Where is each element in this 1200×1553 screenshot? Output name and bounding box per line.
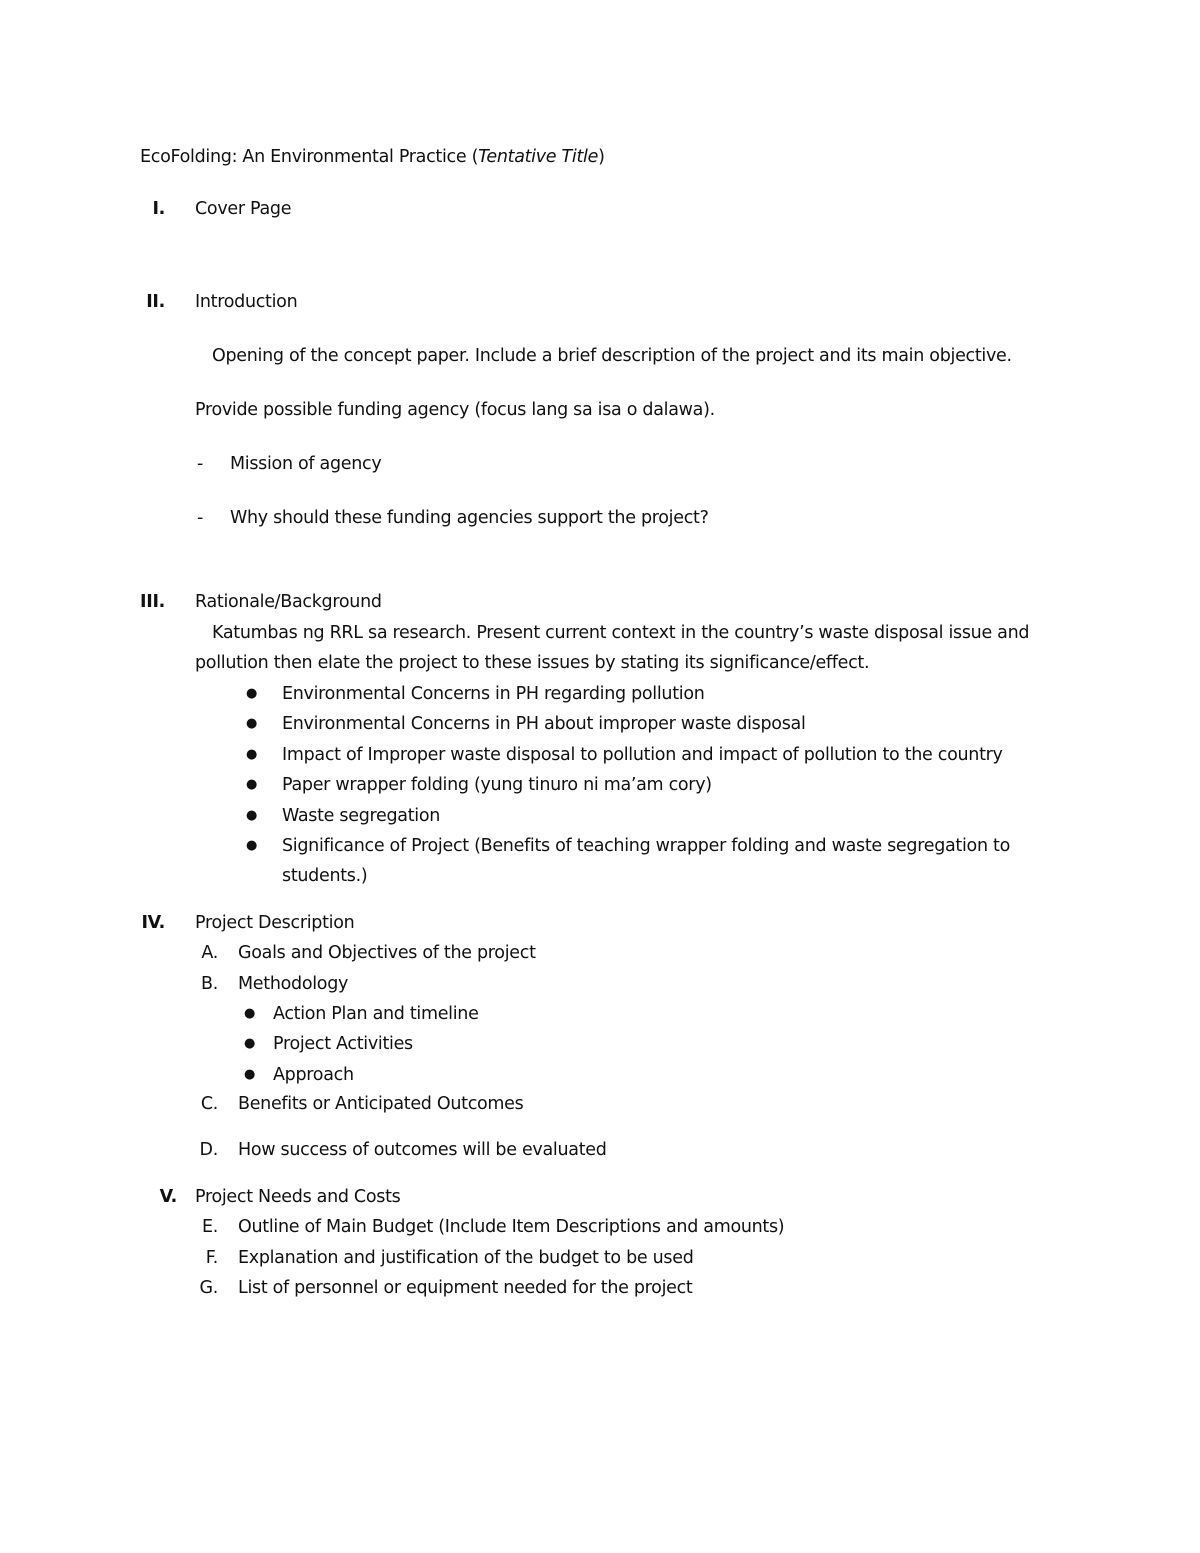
item-letter: F. <box>205 1248 218 1268</box>
rationale-paragraph-line1: Katumbas ng RRL sa research. Present current context in the country’s waste disposal issue and <box>212 623 1030 643</box>
item-letter: E. <box>201 1217 218 1237</box>
list-item-continuation: students.) <box>282 866 368 886</box>
title-italic: Tentative Title <box>478 147 599 167</box>
bullet-icon: ● <box>246 686 258 701</box>
document-title: EcoFolding: An Environmental Practice (Tentative Title) <box>140 147 605 167</box>
intro-funding-paragraph: Provide possible funding agency (focus lang sa isa o dalawa). <box>195 400 715 420</box>
bullet-icon: ● <box>246 777 258 792</box>
section-heading-cover-page: Cover Page <box>195 199 292 219</box>
list-item: Significance of Project (Benefits of teaching wrapper folding and waste segregation to <box>282 836 1010 856</box>
item-letter: A. <box>201 943 218 963</box>
dash-item: Mission of agency <box>230 454 382 474</box>
dash-marker: - <box>197 508 204 528</box>
section-heading-project-needs: Project Needs and Costs <box>195 1187 401 1207</box>
intro-paragraph: Opening of the concept paper. Include a brief description of the project and its main objective. <box>212 346 1012 366</box>
item-letter: D. <box>199 1140 218 1160</box>
bullet-icon: ● <box>246 808 258 823</box>
bullet-icon: ● <box>244 1036 256 1051</box>
item-letter: C. <box>200 1094 218 1114</box>
list-item: List of personnel or equipment needed for the project <box>238 1278 693 1298</box>
list-item: Approach <box>273 1065 354 1085</box>
list-item: Impact of Improper waste disposal to pollution and impact of pollution to the country <box>282 745 1003 765</box>
dash-marker: - <box>197 454 204 474</box>
section-number: IV. <box>141 913 165 933</box>
rationale-paragraph-line2: pollution then elate the project to these issues by stating its significance/effect. <box>195 653 870 673</box>
section-number: V. <box>159 1187 177 1207</box>
section-heading-rationale: Rationale/Background <box>195 592 382 612</box>
list-item: Environmental Concerns in PH about improper waste disposal <box>282 714 806 734</box>
section-heading-introduction: Introduction <box>195 292 298 312</box>
item-letter: G. <box>199 1278 218 1298</box>
list-item: How success of outcomes will be evaluated <box>238 1140 607 1160</box>
list-item: Waste segregation <box>282 806 441 826</box>
bullet-icon: ● <box>246 838 258 853</box>
list-item: Outline of Main Budget (Include Item Descriptions and amounts) <box>238 1217 785 1237</box>
list-item: Action Plan and timeline <box>273 1004 479 1024</box>
section-heading-project-description: Project Description <box>195 913 355 933</box>
list-item: Methodology <box>238 974 349 994</box>
section-number: III. <box>140 592 165 612</box>
bullet-icon: ● <box>244 1067 256 1082</box>
list-item: Environmental Concerns in PH regarding pollution <box>282 684 705 704</box>
bullet-icon: ● <box>246 716 258 731</box>
section-number: II. <box>146 292 165 312</box>
section-number: I. <box>152 199 165 219</box>
list-item: Paper wrapper folding (yung tinuro ni ma’am cory) <box>282 775 712 795</box>
list-item: Project Activities <box>273 1034 413 1054</box>
list-item: Benefits or Anticipated Outcomes <box>238 1094 524 1114</box>
bullet-icon: ● <box>246 747 258 762</box>
item-letter: B. <box>201 974 218 994</box>
dash-item: Why should these funding agencies support the project? <box>230 508 709 528</box>
bullet-icon: ● <box>244 1006 256 1021</box>
list-item: Explanation and justification of the budget to be used <box>238 1248 694 1268</box>
list-item: Goals and Objectives of the project <box>238 943 536 963</box>
